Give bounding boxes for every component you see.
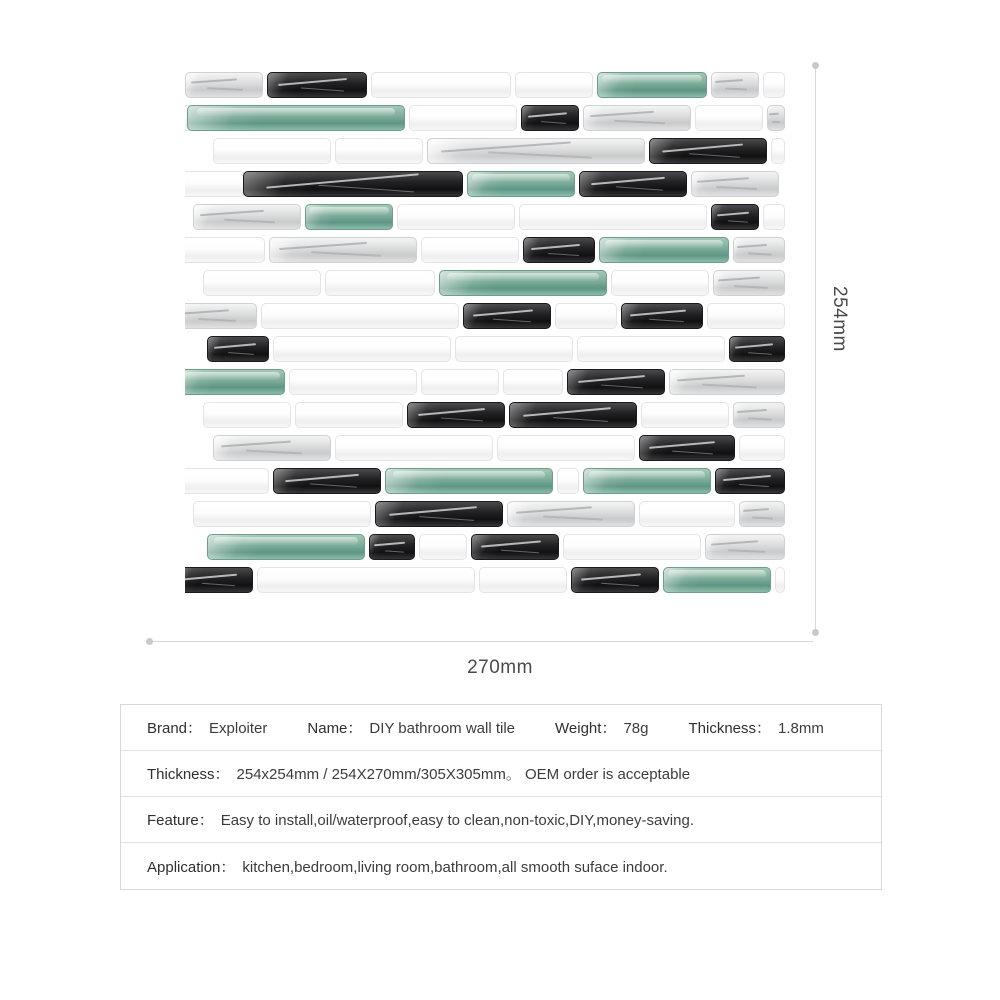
tile-white <box>335 435 493 461</box>
tile-row <box>185 270 785 300</box>
tile-grey <box>185 72 263 98</box>
tile-row <box>185 369 785 399</box>
spec-pair <box>307 717 515 738</box>
tile-white <box>577 336 725 362</box>
tile-white <box>203 402 291 428</box>
spec-value: 1.8mm <box>778 720 824 737</box>
dimension-height-label: 254mm <box>829 286 850 352</box>
tile-black <box>407 402 505 428</box>
tile-white <box>771 138 785 164</box>
tile-black <box>579 171 687 197</box>
tile-grey <box>193 204 301 230</box>
tile-white <box>695 105 763 131</box>
tile-row <box>185 435 785 465</box>
tile-white <box>397 204 515 230</box>
tile-grey <box>767 105 785 131</box>
spec-value: kitchen,bedroom,living room,bathroom,all smooth suface indoor. <box>242 858 668 876</box>
dimension-dot-bottom-right <box>812 629 819 636</box>
spec-value: Exploiter <box>209 720 268 737</box>
tile-black <box>369 534 415 560</box>
tile-white <box>193 501 371 527</box>
spec-pair <box>147 809 694 830</box>
spec-value: 254x254mm / 254X270mm/305X305mm。 OEM order is acceptable <box>236 766 691 783</box>
tile-row <box>185 468 785 498</box>
tile-white <box>479 567 567 593</box>
tile-green <box>597 72 707 98</box>
tile-white <box>421 237 519 263</box>
tile-green <box>599 237 729 263</box>
tile-white <box>775 567 785 593</box>
tile-row <box>185 72 785 102</box>
tile-black <box>509 402 637 428</box>
tile-white <box>295 402 403 428</box>
tile-row <box>185 237 785 267</box>
tile-black <box>567 369 665 395</box>
spec-pair <box>688 717 823 738</box>
tile-white <box>371 72 511 98</box>
tile-row <box>185 534 785 564</box>
spec-key: Application： <box>147 858 236 876</box>
tile-white <box>639 501 735 527</box>
tile-white <box>455 336 573 362</box>
spec-value: DIY bathroom wall tile <box>369 720 516 737</box>
dimension-line-vertical <box>815 69 816 629</box>
tile-white <box>497 435 635 461</box>
dimension-width-label: 270mm <box>467 657 533 678</box>
tile-green <box>187 105 405 131</box>
tile-black <box>621 303 703 329</box>
dimension-line-horizontal <box>153 641 813 642</box>
tile-white <box>563 534 701 560</box>
tile-white <box>555 303 617 329</box>
tile-green <box>305 204 393 230</box>
tile-white <box>335 138 423 164</box>
tile-grey <box>713 270 785 296</box>
spec-row <box>121 843 881 889</box>
tile-row <box>185 501 785 531</box>
dimension-dot-top-right <box>812 62 819 69</box>
spec-pair <box>147 763 690 784</box>
tile-black <box>715 468 785 494</box>
tile-black <box>463 303 551 329</box>
tile-green <box>185 369 285 395</box>
tile-black <box>711 204 759 230</box>
spec-key: Brand： <box>147 720 203 737</box>
tile-black <box>471 534 559 560</box>
tile-green <box>663 567 771 593</box>
tile-black <box>639 435 735 461</box>
tile-green <box>385 468 553 494</box>
spec-pair <box>555 717 648 738</box>
dimension-dot-bottom-left <box>146 638 153 645</box>
tile-green <box>439 270 607 296</box>
tile-grey <box>733 237 785 263</box>
tile-black <box>375 501 503 527</box>
tile-row <box>185 402 785 432</box>
tile-white <box>185 171 245 197</box>
tile-row <box>185 336 785 366</box>
tile-row <box>185 171 785 201</box>
tile-mosaic-board <box>185 72 785 632</box>
tile-black <box>729 336 785 362</box>
tile-grey <box>711 72 759 98</box>
tile-white <box>289 369 417 395</box>
tile-black <box>207 336 269 362</box>
tile-black <box>571 567 659 593</box>
tile-black <box>243 171 463 197</box>
tile-row <box>185 204 785 234</box>
tile-green <box>207 534 365 560</box>
tile-white <box>739 435 785 461</box>
tile-row <box>185 303 785 333</box>
spec-value: Easy to install,oil/waterproof,easy to clean,non-toxic,DIY,money-saving. <box>220 812 694 829</box>
tile-white <box>213 138 331 164</box>
tile-grey <box>705 534 785 560</box>
spec-row <box>121 705 881 751</box>
tile-white <box>203 270 321 296</box>
tile-white <box>707 303 785 329</box>
spec-key: Feature： <box>147 812 214 829</box>
tile-white <box>515 72 593 98</box>
tile-black <box>185 567 253 593</box>
spec-pair <box>147 856 668 877</box>
tile-grey <box>185 303 257 329</box>
tile-row <box>185 567 785 597</box>
tile-grey <box>739 501 785 527</box>
tile-white <box>763 204 785 230</box>
tile-white <box>185 237 265 263</box>
tile-grey <box>669 369 785 395</box>
tile-green <box>467 171 575 197</box>
tile-white <box>257 567 475 593</box>
spec-pair <box>147 717 267 738</box>
tile-white <box>421 369 499 395</box>
tile-grey <box>733 402 785 428</box>
tile-black <box>521 105 579 131</box>
tile-white <box>185 468 269 494</box>
tile-grey <box>507 501 635 527</box>
tile-white <box>419 534 467 560</box>
spec-value: 78g <box>623 720 649 737</box>
tile-white <box>611 270 709 296</box>
spec-key: Name： <box>307 720 363 737</box>
tile-white <box>641 402 729 428</box>
tile-white <box>519 204 707 230</box>
spec-key: Weight： <box>555 720 617 737</box>
tile-black <box>273 468 381 494</box>
tile-grey <box>691 171 779 197</box>
tile-green <box>583 468 711 494</box>
tile-white <box>325 270 435 296</box>
spec-row <box>121 797 881 843</box>
spec-key: Thickness： <box>147 766 230 783</box>
tile-white <box>503 369 563 395</box>
tile-white <box>409 105 517 131</box>
spec-key: Thickness： <box>688 720 772 737</box>
tile-grey <box>583 105 691 131</box>
tile-black <box>267 72 367 98</box>
tile-white <box>557 468 579 494</box>
tile-grey <box>427 138 645 164</box>
spec-row <box>121 751 881 797</box>
tile-black <box>649 138 767 164</box>
tile-grey <box>269 237 417 263</box>
tile-white <box>273 336 451 362</box>
tile-white <box>261 303 459 329</box>
tile-row <box>185 105 785 135</box>
specification-table <box>120 704 882 890</box>
tile-white <box>763 72 785 98</box>
tile-black <box>523 237 595 263</box>
tile-grey <box>213 435 331 461</box>
tile-row <box>185 138 785 168</box>
